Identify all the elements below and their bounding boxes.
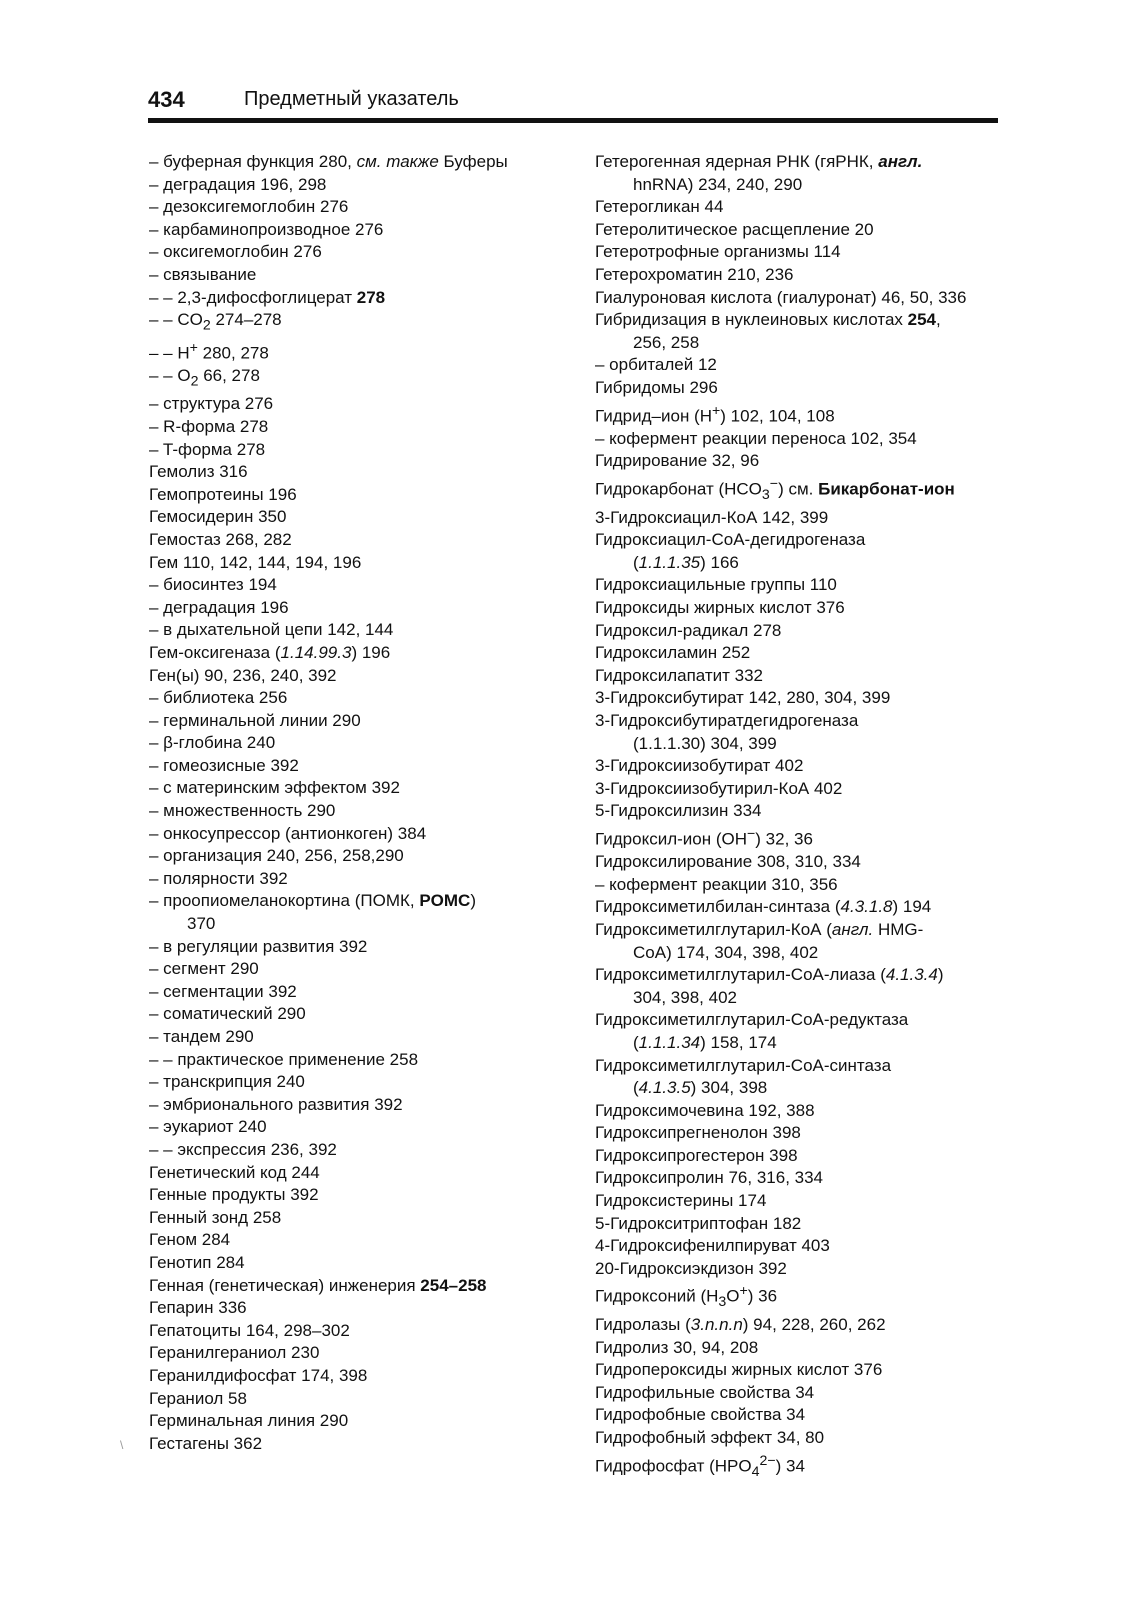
index-entry: – связывание: [149, 264, 257, 284]
index-entry: Гибридомы 296: [595, 377, 718, 397]
index-entry: Гидролиз 30, 94, 208: [595, 1337, 759, 1357]
index-entry: Гидроксипролин 76, 316, 334: [595, 1168, 823, 1188]
index-entry: – транскрипция 240: [149, 1072, 305, 1092]
index-entry: – полярности 392: [149, 868, 288, 888]
index-entry: Гидрофосфат $(HPO_4^{2-})$ 34: [595, 1452, 805, 1480]
index-entry: Герминальная линия 290: [149, 1411, 349, 1431]
index-entry: Гидролазы (3.n.n.n) 94, 228, 260, 262: [595, 1315, 886, 1335]
index-entry: Гем-оксигеназа (1.14.99.3) 196: [149, 642, 391, 662]
index-entry: – дезоксигемоглобин 276: [149, 197, 349, 217]
index-entry: – – 2,3-дифосфоглицерат 278: [149, 287, 386, 307]
index-entry: Гидрофобный эффект 34, 80: [595, 1428, 825, 1448]
index-entry: Гидроксипрегненолон 398: [595, 1123, 801, 1143]
index-entry: 3-Гидроксиизобутират 402: [595, 756, 804, 776]
index-entry: – T-форма 278: [149, 439, 266, 459]
index-entry: – онкосупрессор (антионкоген) 384: [149, 823, 427, 843]
index-entry: Гетерогенная ядерная РНК (гяРНК, англ.: [595, 152, 923, 171]
index-entry: hnRNA) 234, 240, 290: [633, 174, 803, 194]
index-entry: Гераниол 58: [149, 1388, 247, 1408]
index-entry: Гиалуроновая кислота (гиалуронат) 46, 50, 336: [595, 287, 967, 307]
index-entry: – сегментации 392: [149, 981, 297, 1001]
index-entry: – библиотека 256: [149, 688, 288, 708]
index-entry: 20-Гидроксиэкдизон 392: [595, 1258, 787, 1278]
page-header: [148, 82, 998, 122]
index-entry: 5-Гидроксилизин 334: [595, 801, 762, 821]
index-entry: (1.1.1.35) 166: [633, 552, 739, 572]
index-entry: – проопиомеланокортина (ПОМК, POMC): [149, 891, 476, 911]
index-entry: 256, 258: [633, 332, 700, 352]
header-rule: [148, 118, 998, 123]
index-entry: Ген(ы) 90, 236, 240, 392: [149, 665, 337, 685]
index-entry: – – $CO_2$ 274–278: [149, 310, 282, 334]
index-entry: – орбиталей 12: [595, 355, 717, 375]
index-entry: 3-Гидроксиацил-КоА 142, 399: [595, 507, 829, 527]
index-entry: Генные продукты 392: [149, 1185, 319, 1205]
index-entry: Гидроксил-радикал 278: [595, 620, 782, 640]
index-entry: – множественность 290: [149, 801, 336, 821]
index-entry: Гидроксиацильные группы 110: [595, 575, 837, 595]
index-entry: 304, 398, 402: [633, 987, 737, 1007]
index-column-right: [595, 151, 1015, 1483]
index-entry: – биосинтез 194: [149, 575, 277, 595]
index-entry: Гидроксиметилбилан-синтаза (4.3.1.8) 194: [595, 897, 932, 917]
index-entry: 3-Гидроксибутират 142, 280, 304, 399: [595, 688, 891, 708]
index-entry: Гидроксимочевина 192, 388: [595, 1100, 815, 1120]
index-entry: Генотип 284: [149, 1252, 245, 1272]
index-entry: – герминальной линии 290: [149, 710, 361, 730]
index-entry: 3-Гидроксиизобутирил-КоА 402: [595, 778, 843, 798]
index-entry: – в регуляции развития 392: [149, 936, 368, 956]
index-entry: Гидроксоний $(H_3O^+)$ 36: [595, 1283, 778, 1311]
index-entry: – эмбрионального развития 392: [149, 1094, 403, 1114]
index-entry: Гетерохроматин 210, 236: [595, 264, 794, 284]
index-entry: Гидроксиметилглутарил-CoA-лиаза (4.1.3.4): [595, 965, 944, 985]
index-entry: Геном 284: [149, 1230, 231, 1250]
index-entry: Гидрид–ион (H+) 102, 104, 108: [595, 402, 835, 426]
index-entry: – эукариот 240: [149, 1117, 267, 1137]
index-entry: Гетеролитическое расщепление 20: [595, 219, 874, 239]
index-entry: – оксигемоглобин 276: [149, 242, 322, 262]
index-entry: Гибридизация в нуклеиновых кислотах 254,: [595, 310, 941, 330]
index-entry: Гидроксилирование 308, 310, 334: [595, 852, 861, 872]
index-entry: – R-форма 278: [149, 416, 269, 436]
index-entry: Гетерогликан 44: [595, 197, 724, 217]
index-entry: Генетический код 244: [149, 1162, 320, 1182]
index-entry: Геранилгераниол 230: [149, 1343, 320, 1363]
index-entry: – в дыхательной цепи 142, 144: [149, 620, 394, 640]
index-entry: Гидроксиламин 252: [595, 643, 751, 663]
index-entry: Гемосидерин 350: [149, 507, 287, 527]
index-entry: Гидропероксиды жирных кислот 376: [595, 1360, 883, 1380]
index-entry: – гомеозисные 392: [149, 755, 299, 775]
index-entry: Гидроксиды жирных кислот 376: [595, 597, 845, 617]
index-entry: – кофермент реакции переноса 102, 354: [595, 428, 917, 448]
index-entry: – – $O_2$ 66, 278: [149, 366, 260, 390]
index-entry: Гем 110, 142, 144, 194, 196: [149, 552, 362, 572]
index-entry: – деградация 196: [149, 597, 289, 617]
index-column-left: [149, 151, 569, 1455]
index-entry: Гидроксиметилглутарил-КоА (англ. HMG-: [595, 919, 924, 939]
index-entry: – сегмент 290: [149, 959, 259, 979]
index-entry: – тандем 290: [149, 1027, 254, 1046]
index-entry: Гидроксилапатит 332: [595, 665, 764, 685]
index-entry: Гидроксиацил-CoA-дегидрогеназа: [595, 530, 866, 550]
index-entry: CoA) 174, 304, 398, 402: [633, 942, 819, 962]
index-entry: Гемостаз 268, 282: [149, 529, 292, 549]
index-entry: Гидроксистерины 174: [595, 1191, 767, 1211]
index-entry: Гидрокарбонат $(HCO_3^-)$ см. Бикарбонат-ион: [595, 475, 955, 504]
index-entry: Гидроксипрогестерон 398: [595, 1145, 798, 1165]
index-entry: Гидроксиметилглутарил-CoA-редуктаза: [595, 1010, 909, 1030]
index-entry: – соматический 290: [149, 1004, 306, 1024]
index-entry: – кофермент реакции 310, 356: [595, 874, 838, 894]
index-entry: – буферная функция 280, см. также Буферы: [149, 152, 508, 171]
index-entry: Гемолиз 316: [149, 462, 248, 482]
index-entry: Гидроксил-ион (OH−) 32, 36: [595, 825, 813, 849]
index-entry: 5-Гидрокситриптофан 182: [595, 1213, 802, 1233]
index-entry: Гидрофильные свойства 34: [595, 1382, 815, 1402]
index-entry: Гемопротеины 196: [149, 484, 297, 504]
index-entry: – с материнским эффектом 392: [149, 778, 400, 798]
index-entry: Гидрофобные свойства 34: [595, 1405, 806, 1425]
scan-mark: \: [120, 1438, 124, 1452]
index-entry: Гепарин 336: [149, 1298, 247, 1318]
index-entry: – организация 240, 256, 258,290: [149, 846, 404, 866]
index-entry: – карбаминопроизводное 276: [149, 219, 384, 239]
page-number: 434: [148, 87, 185, 112]
index-entry: – – практическое применение 258: [149, 1049, 419, 1069]
index-entry: 4-Гидроксифенилпируват 403: [595, 1236, 830, 1256]
index-entry: Гидроксиметилглутарил-CoA-синтаза: [595, 1055, 892, 1075]
index-entry: Гестагены 362: [149, 1433, 263, 1453]
index-entry: Генная (генетическая) инженерия 254–258: [149, 1275, 487, 1295]
index-entry: (1.1.1.30) 304, 399: [633, 733, 777, 753]
index-entry: 370: [187, 914, 216, 934]
index-entry: Гидрирование 32, 96: [595, 451, 760, 471]
index-entry: – β-глобина 240: [149, 733, 276, 753]
index-entry: Гепатоциты 164, 298–302: [149, 1320, 350, 1340]
index-entry: – структура 276: [149, 394, 274, 414]
index-entry: Гетеротрофные организмы 114: [595, 242, 841, 262]
index-entry: – деградация 196, 298: [149, 174, 327, 194]
index-entry: – – экспрессия 236, 392: [149, 1139, 337, 1159]
index-entry: Генный зонд 258: [149, 1207, 282, 1227]
index-entry: Геранилдифосфат 174, 398: [149, 1365, 368, 1385]
index-entry: – – H+ 280, 278: [149, 340, 269, 363]
index-entry: (1.1.1.34) 158, 174: [633, 1032, 777, 1052]
index-entry: (4.1.3.5) 304, 398: [633, 1078, 768, 1098]
running-title: Предметный указатель: [244, 88, 459, 110]
index-entry: 3-Гидроксибутиратдегидрогеназа: [595, 710, 859, 730]
